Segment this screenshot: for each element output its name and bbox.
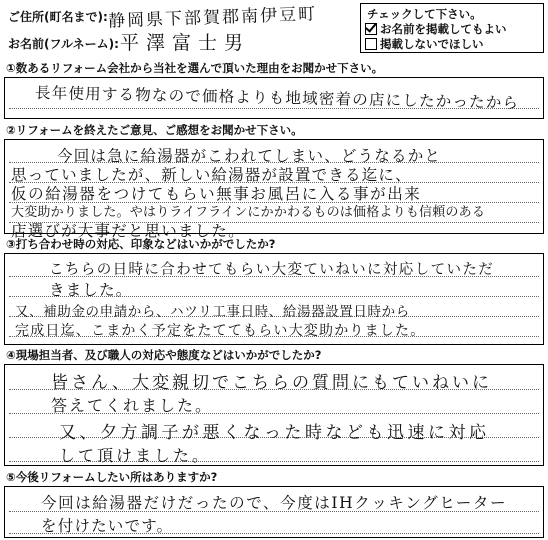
check-panel-title: チェックして下さい。 [367, 7, 482, 21]
question-3: ③打ち合わせ時の対応、印象などはいかがでしたか? [6, 237, 276, 251]
answer-box-2 [4, 139, 544, 240]
checkbox-checked-icon[interactable] [365, 23, 377, 35]
answer-4-line-2: 答えてくれました。 [51, 396, 214, 415]
answer-box-4 [4, 364, 544, 466]
option-allow-name[interactable] [365, 21, 507, 37]
answer-3-line-3: 又、補助金の申請から、ハツリ工事日時、給湯器設置日時から [15, 304, 410, 320]
option-deny-name-label: 掲載しないでほしい [380, 37, 484, 51]
question-5: ⑤今後リフォームしたい所はありますか? [6, 470, 218, 484]
answer-3-line-1: こちらの日時に合わせてもらい大変ていねいに対応していただ [49, 262, 495, 278]
answer-3-line-4: 完成日迄、こまかく予定をたててもらい大変助かりました。 [15, 323, 426, 339]
answer-box-5 [4, 486, 544, 538]
answer-5-line-2: を付けたいです。 [41, 517, 174, 535]
name-value: 平澤富士男 [120, 32, 251, 54]
name-label: お名前(フルネーム): [8, 37, 119, 51]
answer-box-3 [4, 253, 544, 345]
answer-1-line-1: 長年使用する物なので価格よりも地域密着の店にしたかったから [34, 83, 520, 113]
answer-4-line-3: 又、夕方調子が悪くなった時なども迅速に対応 [59, 423, 490, 443]
answer-4-line-1: 皆さん、大変親切でこちらの質問にもていねいに [51, 373, 493, 393]
address-value: 静岡県下部賀郡南伊豆町 [107, 4, 318, 32]
answer-box-1 [4, 77, 544, 119]
question-4: ④現場担当者、及び職人の対応や態度などはいかがでしたか? [6, 348, 322, 362]
answer-2-line-5: 店選びが大事だと思いました。 [11, 222, 245, 240]
answer-5-line-1: 今回は給湯器だけだったので、今度はIHクッキングヒーター [41, 494, 508, 512]
address-label: ご住所(町名まで): [8, 10, 108, 24]
question-2: ②リフォームを終えたご意見、ご感想をお聞かせ下さい。 [6, 123, 303, 137]
checkbox-empty-icon[interactable] [365, 38, 377, 50]
question-1: ①数あるリフォーム会社から当社を選んで頂いた理由をお聞かせ下さい。 [6, 61, 384, 75]
answer-4-line-4: して頂けました。 [59, 446, 212, 465]
answer-2-line-4: 大変助かりました。やはりライフラインにかかわるものは価格よりも信頼のある [11, 205, 486, 220]
answer-2-line-1: 今回は急に給湯器がこわれてしまい、どうなるかと [57, 147, 442, 165]
answer-2-line-2: 思っていましたが、新しい給湯器が設置できる迄に、 [11, 166, 412, 184]
answer-3-line-2: きました。 [49, 281, 133, 299]
answer-2-line-3: 仮の給湯器をつけてもらい無事お風呂に入る事が出来 [11, 185, 422, 203]
option-allow-name-label: お名前を掲載してもよい [380, 22, 507, 36]
publication-consent-panel [360, 3, 544, 53]
option-deny-name[interactable] [365, 36, 484, 52]
